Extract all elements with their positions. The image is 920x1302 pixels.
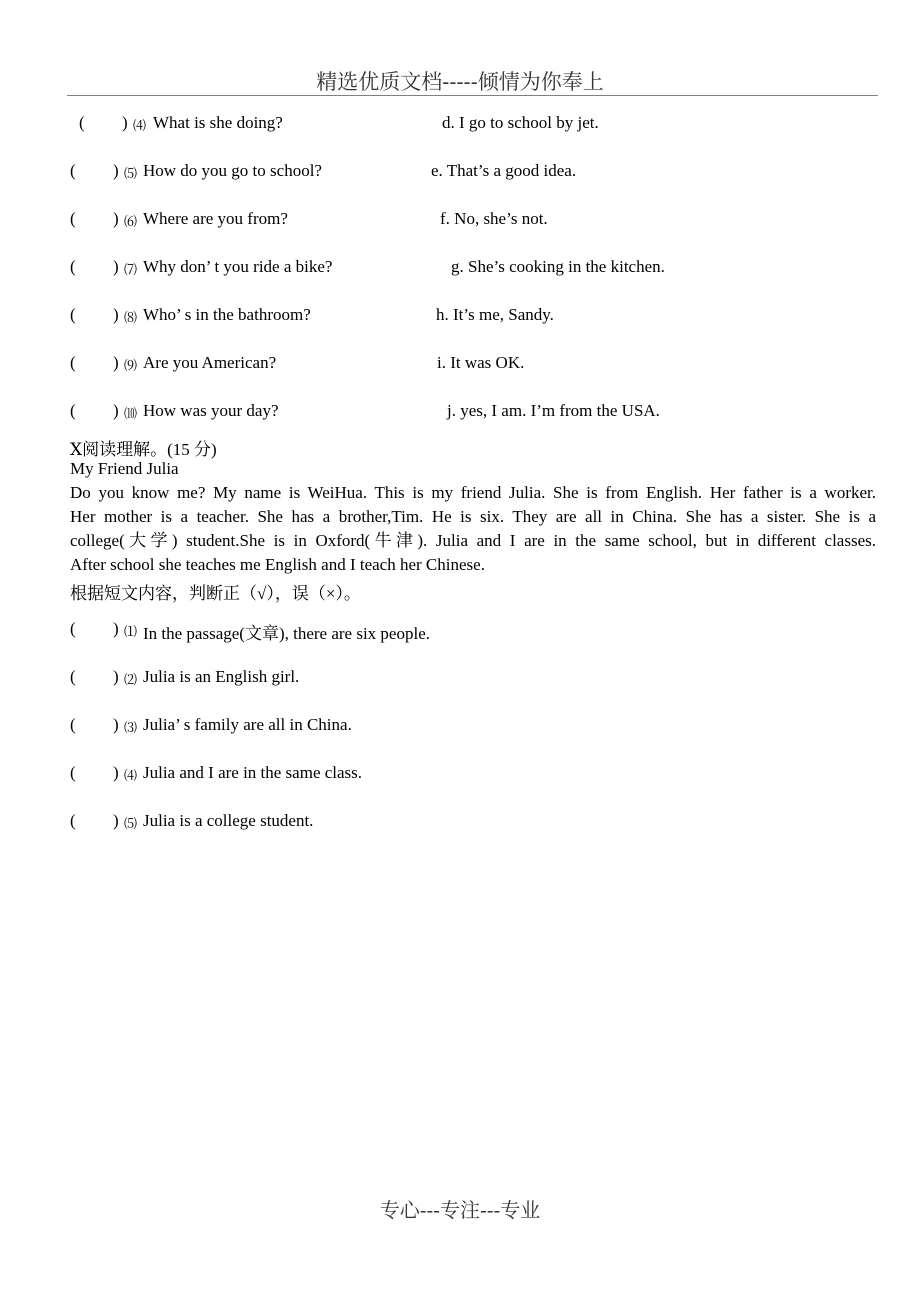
paren-open: ( — [70, 257, 76, 276]
question-number: ⑼ — [124, 358, 138, 373]
answer-text: h. It’s me, Sandy. — [436, 305, 554, 324]
answer-text: e. That’s a good idea. — [431, 161, 577, 180]
question-text: Where are you from? — [143, 209, 288, 228]
judge-row — [0, 619, 920, 643]
question-number: ⑸ — [124, 166, 138, 181]
judge-row — [0, 667, 920, 691]
question-text: What is she doing? — [153, 113, 283, 132]
question-number: ⑸ — [124, 816, 138, 831]
answer-text: g. She’s cooking in the kitchen. — [451, 257, 665, 276]
passage-line: Her mother is a teacher. She has a brother,Tim. He is six. They are all in China. She has a sister. She is a — [70, 507, 876, 526]
question-number: ⑹ — [124, 214, 138, 229]
paren-close: ) — [113, 619, 119, 638]
matching-row — [0, 209, 920, 233]
paren-close: ) — [113, 353, 119, 372]
question-number: ⑴ — [124, 624, 138, 639]
paren-open: ( — [70, 667, 76, 686]
page-header: 精选优质文档-----倾情为你奉上 — [316, 70, 604, 94]
paren-open: ( — [70, 619, 76, 638]
paren-close: ) — [113, 715, 119, 734]
paren-close: ) — [113, 257, 119, 276]
passage-line: college(大学) student.She is in Oxford(牛津). Julia and I are in the same school, but in different classes. — [70, 531, 876, 550]
judge-row — [0, 763, 920, 787]
question-text: Are you American? — [143, 353, 277, 372]
judge-row — [0, 811, 920, 835]
question-text: How was your day? — [143, 401, 279, 420]
matching-row — [0, 161, 920, 185]
paren-open: ( — [70, 209, 76, 228]
paren-open: ( — [70, 763, 76, 782]
paren-open: ( — [79, 113, 85, 132]
section-title: Ⅹ阅读理解。(15 分) — [70, 440, 217, 459]
paren-open: ( — [70, 401, 76, 420]
paren-close: ) — [122, 113, 128, 132]
question-number: ⑽ — [124, 406, 138, 421]
page-footer: 专心---专注---专业 — [379, 1198, 541, 1222]
judge-row — [0, 715, 920, 739]
paren-open: ( — [70, 811, 76, 830]
answer-text: d. I go to school by jet. — [442, 113, 599, 132]
question-number: ⑷ — [133, 118, 147, 133]
paren-open: ( — [70, 353, 76, 372]
matching-row — [0, 401, 920, 425]
passage-line: After school she teaches me English and I teach her Chinese. — [70, 555, 485, 574]
answer-text: j. yes, I am. I’m from the USA. — [447, 401, 660, 420]
matching-row — [0, 113, 920, 137]
passage — [70, 481, 876, 577]
question-text: Who’ s in the bathroom? — [143, 305, 311, 324]
passage-line: Do you know me? My name is WeiHua. This is my friend Julia. She is from English. Her father is a worker. — [70, 483, 876, 502]
paren-open: ( — [70, 715, 76, 734]
question-text: Why don’ t you ride a bike? — [143, 257, 333, 276]
header-divider — [67, 95, 878, 96]
statement-text: Julia is a college student. — [143, 811, 314, 830]
paren-close: ) — [113, 305, 119, 324]
matching-row — [0, 257, 920, 281]
matching-row — [0, 305, 920, 329]
passage-title: My Friend Julia — [70, 459, 179, 478]
paren-open: ( — [70, 305, 76, 324]
statement-text: In the passage(文章), there are six people. — [143, 624, 430, 643]
paren-close: ) — [113, 401, 119, 420]
paren-close: ) — [113, 811, 119, 830]
paren-open: ( — [70, 161, 76, 180]
statement-text: Julia is an English girl. — [143, 667, 300, 686]
question-number: ⑻ — [124, 310, 138, 325]
answer-text: i. It was OK. — [437, 353, 525, 372]
answer-text: f. No, she’s not. — [440, 209, 548, 228]
paren-close: ) — [113, 763, 119, 782]
matching-row — [0, 353, 920, 377]
instruction: 根据短文内容，判断正（√），误（×）。 — [70, 584, 361, 603]
question-number: ⑵ — [124, 672, 138, 687]
question-text: How do you go to school? — [143, 161, 322, 180]
question-number: ⑺ — [124, 262, 138, 277]
paren-close: ) — [113, 209, 119, 228]
paren-close: ) — [113, 667, 119, 686]
paren-close: ) — [113, 161, 119, 180]
question-number: ⑶ — [124, 720, 138, 735]
question-number: ⑷ — [124, 768, 138, 783]
statement-text: Julia’ s family are all in China. — [143, 715, 352, 734]
statement-text: Julia and I are in the same class. — [143, 763, 363, 782]
